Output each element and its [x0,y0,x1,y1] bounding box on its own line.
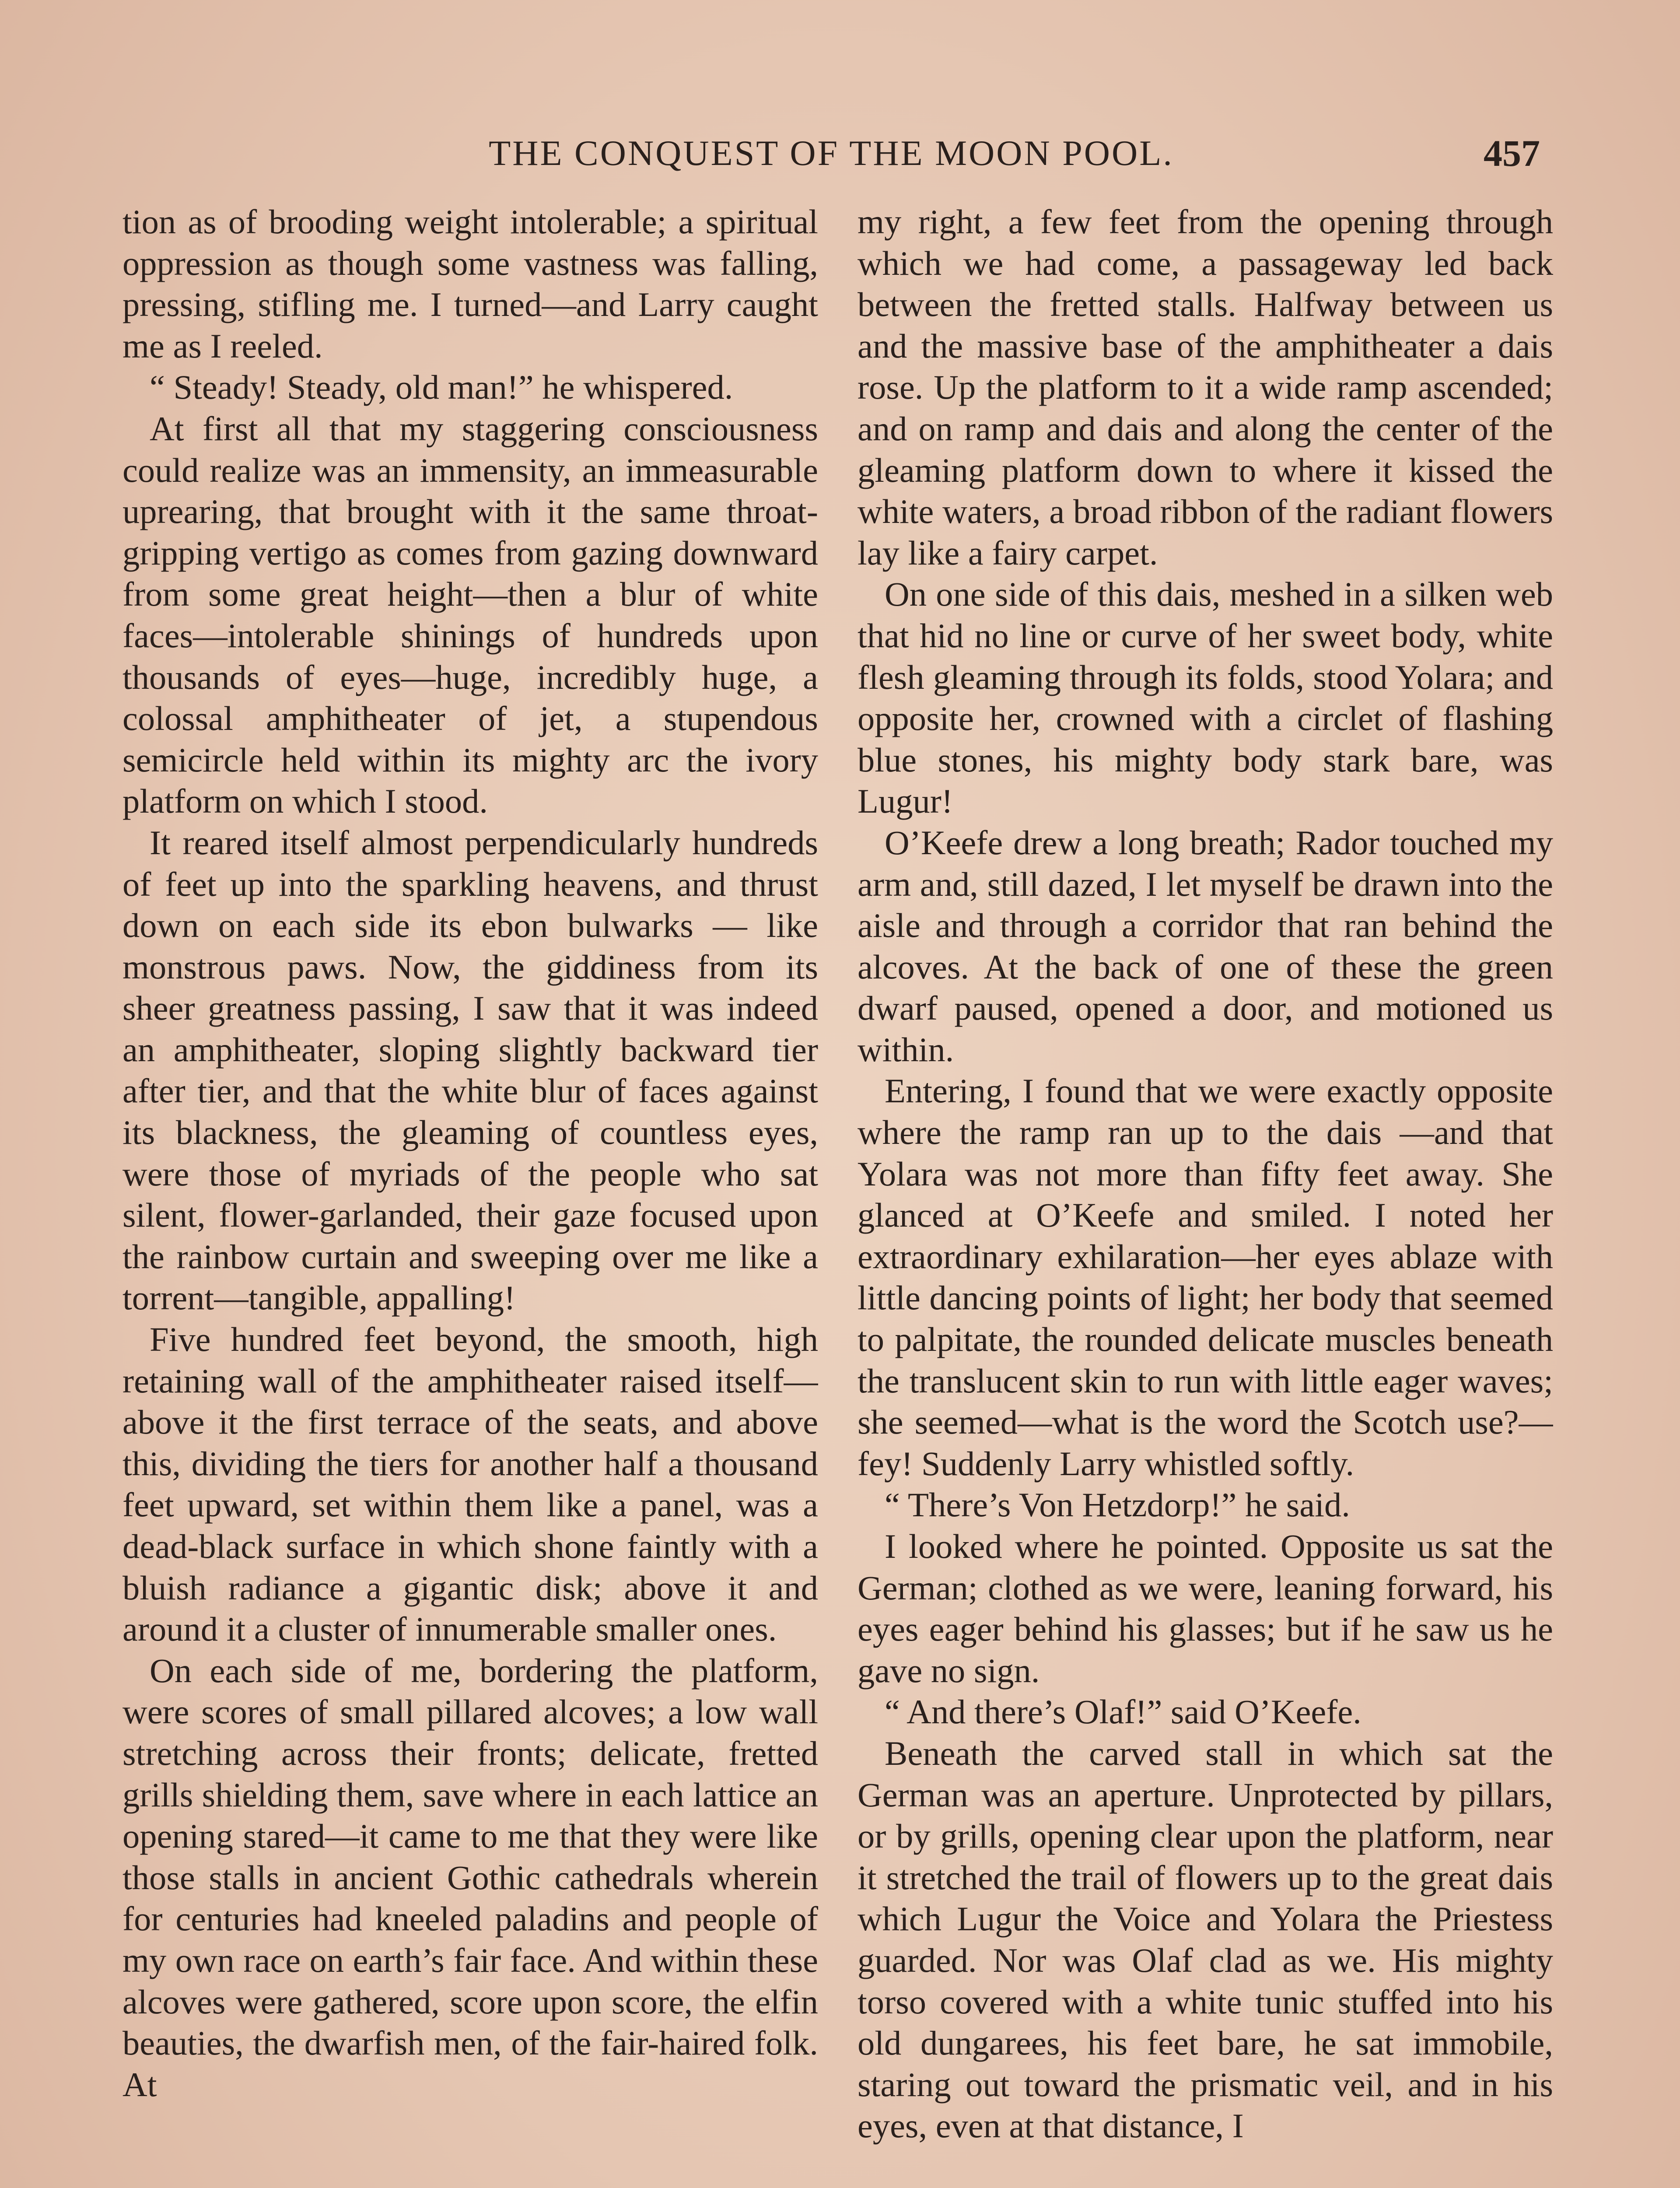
paragraph: On one side of this dais, meshed in a silken web that hid no line or curve of her sweet body, white flesh gleaming through its folds, stood Yolara; and opposite her, crowned with a circlet of flashing blue stones, his mighty body stark bare, was Lugur! [858,575,1553,820]
running-title: THE CONQUEST OF THE MOON POOL. [489,133,1174,173]
page-header [122,125,1540,182]
paragraph: Five hundred feet beyond, the smooth, high retaining wall of the amphitheater raised itself—above it the first terrace of the seats, and above this, dividing the tiers for another half a thousand feet upward, set within them like a panel, was a dead-black surface in which shone faintly with a bluish radiance a gigantic disk; above it and around it a cluster of innumerable smaller ones. [122,1320,818,1648]
paragraph: “ And there’s Olaf!” said O’Keefe. [885,1693,1362,1731]
paragraph: Entering, I found that we were exactly opposite where the ramp ran up to the dais —and that Yolara was not more than fifty feet away. She glanced at O’Keefe and smiled. I noted her extraordinary exhilaration—her eyes ablaze with little dancing points of light; her body that seemed to palpitate, the rounded delicate muscles beneath the translucent skin to run with little eager waves; she seemed—what is the word the Scotch use?—fey! Suddenly Larry whistled softly. [858,1072,1553,1483]
page-number: 457 [1484,132,1540,174]
left-column [122,201,818,2188]
paragraph: tion as of brooding weight intolerable; a spiritual oppression as though some vastness was falling, pressing, stifling me. I turned—and Larry caught me as I reeled. [122,203,818,365]
paragraph: “ There’s Von Hetzdorp!” he said. [885,1486,1350,1524]
right-column [858,201,1553,2188]
paragraph: At first all that my staggering consciousness could realize was an immensity, an immeasurable uprearing, that brought with it the same throat-gripping vertigo as comes from gazing downward from some great height—then a blur of white faces—intolerable shinings of hundreds upon thousands of eyes—huge, incredibly huge, a colossal amphitheater of jet, a stupendous semicircle held within its mighty arc the ivory platform on which I stood. [122,409,818,820]
paragraph: O’Keefe drew a long breath; Rador touched my arm and, still dazed, I let myself be drawn into the aisle and through a corridor that ran behind the alcoves. At the back of one of these the green dwarf paused, opened a door, and motioned us within. [858,823,1553,1069]
paragraph: Beneath the carved stall in which sat the German was an aperture. Unprotected by pillars, or by grills, opening clear upon the platform, near it stretched the trail of flowers up to the great dais which Lugur the Voice and Yolara the Priestess guarded. Nor was Olaf clad as we. His mighty torso covered with a white tunic stuffed into his old dungarees, his feet bare, he sat immobile, staring out toward the prismatic veil, and in his eyes, even at that distance, I [858,1734,1553,2145]
paragraph: On each side of me, bordering the platform, were scores of small pillared alcoves; a low wall stretching across their fronts; delicate, fretted grills shielding them, save where in each lattice an opening stared—it came to me that they were like those stalls in ancient Gothic cathedrals wherein for centuries had kneeled paladins and people of my own race on earth’s fair face. And within these alcoves were gathered, score upon score, the elfin beauties, the dwarfish men, of the fair-haired folk. At [122,1651,818,2104]
paragraph: It reared itself almost perpendicularly hundreds of feet up into the sparkling heavens, and thrust down on each side its ebon bulwarks — like monstrous paws. Now, the giddiness from its sheer greatness passing, I saw that it was indeed an amphitheater, sloping slightly backward tier after tier, and that the white blur of faces against its blackness, the gleaming of countless eyes, were those of myriads of the people who sat silent, flower-garlanded, their gaze focused upon the rainbow curtain and sweeping over me like a torrent—tangible, appalling! [122,823,818,1317]
paragraph: “ Steady! Steady, old man!” he whispered. [150,368,733,407]
paragraph: I looked where he pointed. Opposite us sat the German; clothed as we were, leaning forward, his eyes eager behind his glasses; but if he saw us he gave no sign. [858,1527,1553,1690]
paragraph: my right, a few feet from the opening through which we had come, a passageway led back between the fretted stalls. Halfway between us and the massive base of the amphitheater a dais rose. Up the platform to it a wide ramp ascended; and on ramp and dais and along the center of the gleaming platform down to where it kissed the white waters, a broad ribbon of the radiant flowers lay like a fairy carpet. [858,203,1553,572]
